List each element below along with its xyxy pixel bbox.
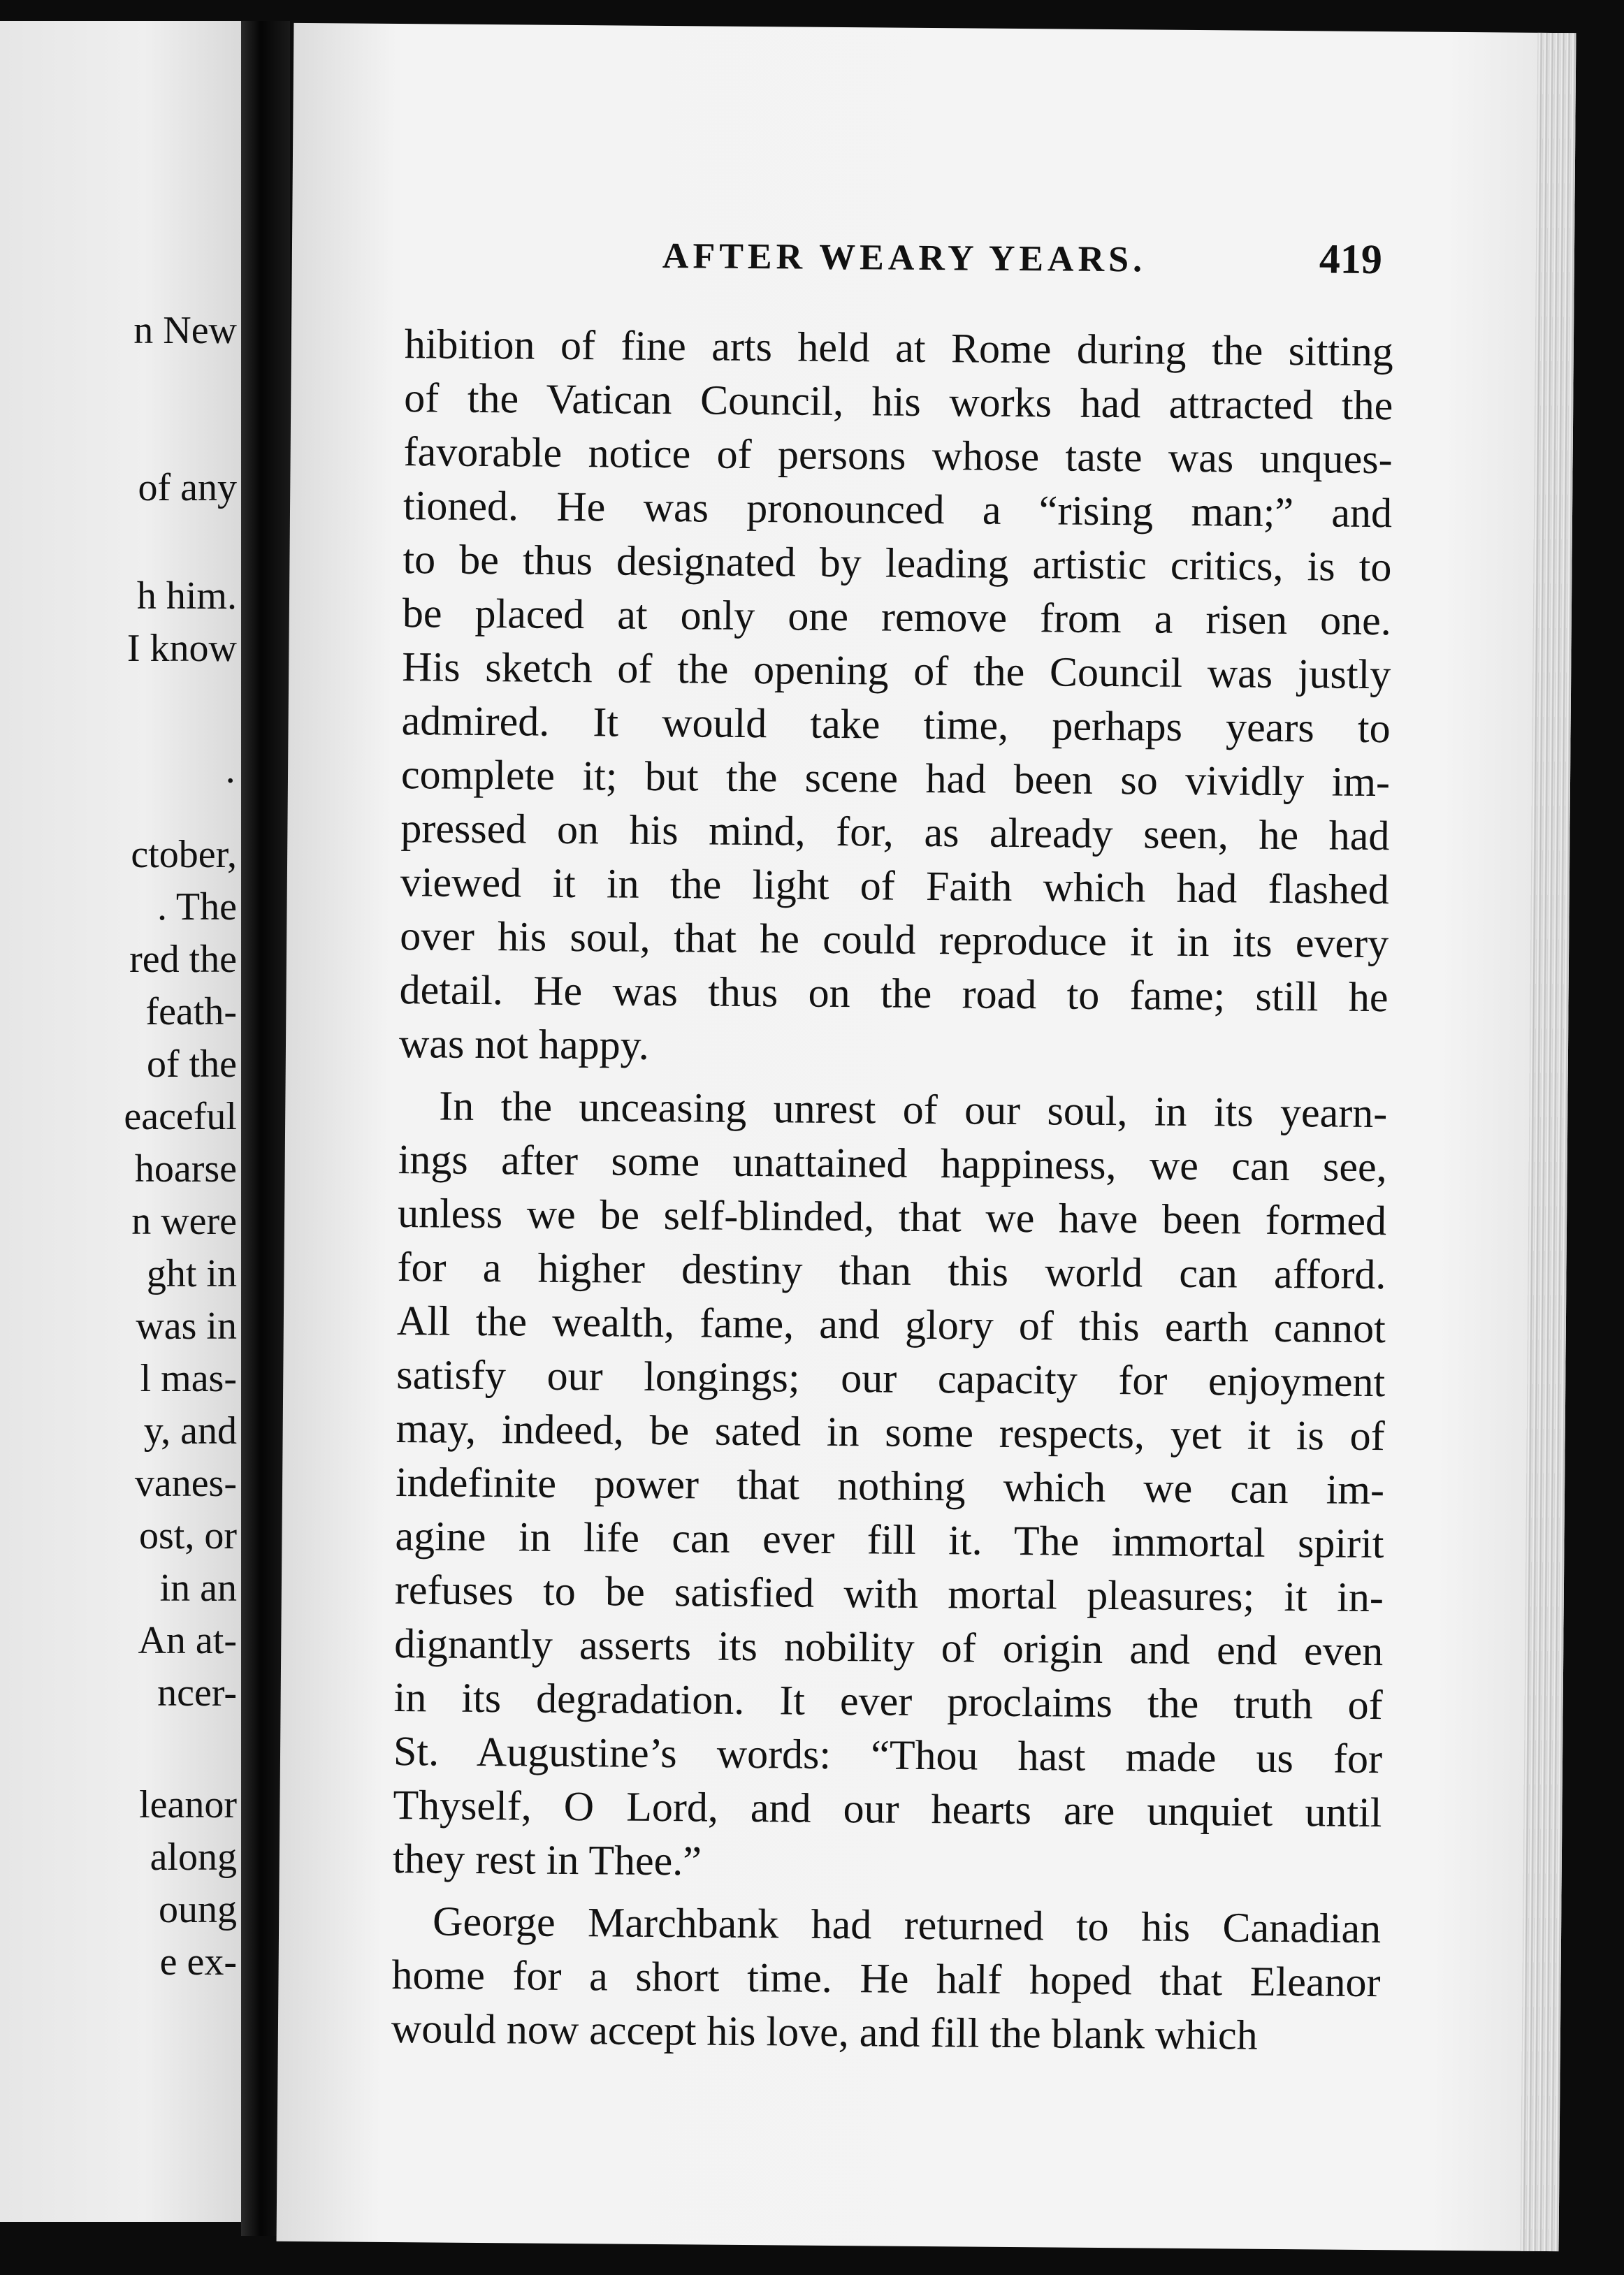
left-page-line: eaceful (124, 1095, 237, 1138)
left-page-line: vanes- (134, 1462, 237, 1505)
text-line: viewed it in the light of Faith which had flashed (400, 859, 1390, 913)
left-page-line: I know (126, 627, 237, 670)
left-page-line: ncer- (157, 1671, 237, 1715)
text-line: ings after some unattained happiness, we can see, (398, 1136, 1387, 1191)
left-page-line: red the (129, 938, 237, 981)
left-page-line: ost, or (139, 1514, 237, 1557)
page-edge (1521, 33, 1576, 2251)
text-line: tioned. He was pronounced a “rising man;” and (403, 482, 1393, 537)
text-line: was not happy. (398, 1020, 649, 1068)
text-line: pressed on his mind, for, as already seen, he had (400, 805, 1390, 859)
text-line: complete it; but the scene had been so vividly im- (400, 751, 1391, 806)
text-line: Thyself, O Lord, and our hearts are unquiet until (393, 1782, 1382, 1836)
text-line: be placed at only one remove from a risen one. (402, 590, 1392, 644)
left-page-line: hoarse (134, 1147, 237, 1191)
text-line: to be thus designated by leading artistic critics, is to (403, 536, 1392, 590)
text-line: agine in life can ever fill it. The immortal spirit (395, 1513, 1384, 1567)
text-line: they rest in Thee.” (392, 1836, 702, 1884)
running-head: AFTER WEARY YEARS. (662, 235, 1147, 280)
left-page-line: ght in (146, 1252, 237, 1295)
text-line: detail. He was thus on the road to fame; still he (399, 966, 1389, 1021)
text-line: may, indeed, be sated in some respects, yet it is of (396, 1405, 1385, 1460)
left-page-line: e ex- (159, 1940, 237, 1984)
text-line: St. Augustine’s words: “Thou hast made us for (393, 1728, 1383, 1782)
text-line: hibition of fine arts held at Rome during the sitting (404, 321, 1394, 375)
left-page-line: of the (146, 1042, 237, 1086)
text-line: George Marchbank had returned to his Canadian (432, 1898, 1382, 1952)
text-line: of the Vatican Council, his works had attracted the (404, 375, 1393, 429)
left-page-line: oung (159, 1888, 237, 1931)
left-page (0, 21, 241, 2222)
text-line: refuses to be satisfied with mortal pleasures; it in- (394, 1567, 1384, 1621)
left-page-line: An at- (138, 1619, 237, 1662)
left-page-line: n New (133, 309, 237, 352)
left-page-line: leanor (139, 1783, 237, 1826)
text-line: would now accept his love, and fill the blank which (391, 2005, 1258, 2058)
page-number: 419 (1319, 235, 1383, 283)
left-page-line: feath- (145, 990, 237, 1033)
left-page-line: along (150, 1836, 237, 1879)
text-line: All the wealth, fame, and glory of this earth cannot (396, 1298, 1386, 1352)
left-page-line: ctober, (131, 833, 237, 876)
left-page-line: h him. (136, 574, 237, 618)
left-page-line: of any (138, 466, 237, 509)
left-page-line: n were (131, 1200, 237, 1243)
left-page-line: was in (136, 1304, 237, 1348)
left-page-line: l mas- (140, 1357, 237, 1400)
body-text (391, 317, 1393, 2063)
left-page-line: . The (157, 885, 237, 929)
text-line: for a higher destiny than this world can afford. (397, 1244, 1386, 1298)
text-line: favorable notice of persons whose taste was unques- (403, 428, 1393, 483)
text-line: in its degradation. It ever proclaims the truth of (393, 1674, 1383, 1729)
text-line: unless we be self-blinded, that we have been formed (397, 1190, 1387, 1244)
left-page-line: y, and (143, 1409, 237, 1453)
text-line: over his soul, that he could reproduce it in its every (399, 913, 1389, 967)
text-line: admired. It would take time, perhaps years to (401, 697, 1391, 752)
text-line: His sketch of the opening of the Council was justly (402, 644, 1391, 698)
text-line: satisfy our longings; our capacity for enjoyment (396, 1351, 1386, 1406)
right-page (277, 23, 1576, 2251)
text-line: dignantly asserts its nobility of origin and end even (394, 1620, 1384, 1675)
left-page-line: in an (159, 1567, 237, 1610)
text-line: home for a short time. He half hoped that Eleanor (391, 1951, 1381, 2006)
text-line: indefinite power that nothing which we can im- (395, 1459, 1385, 1513)
left-page-line: · (224, 759, 237, 803)
text-line: In the unceasing unrest of our soul, in its yearn- (439, 1082, 1388, 1137)
